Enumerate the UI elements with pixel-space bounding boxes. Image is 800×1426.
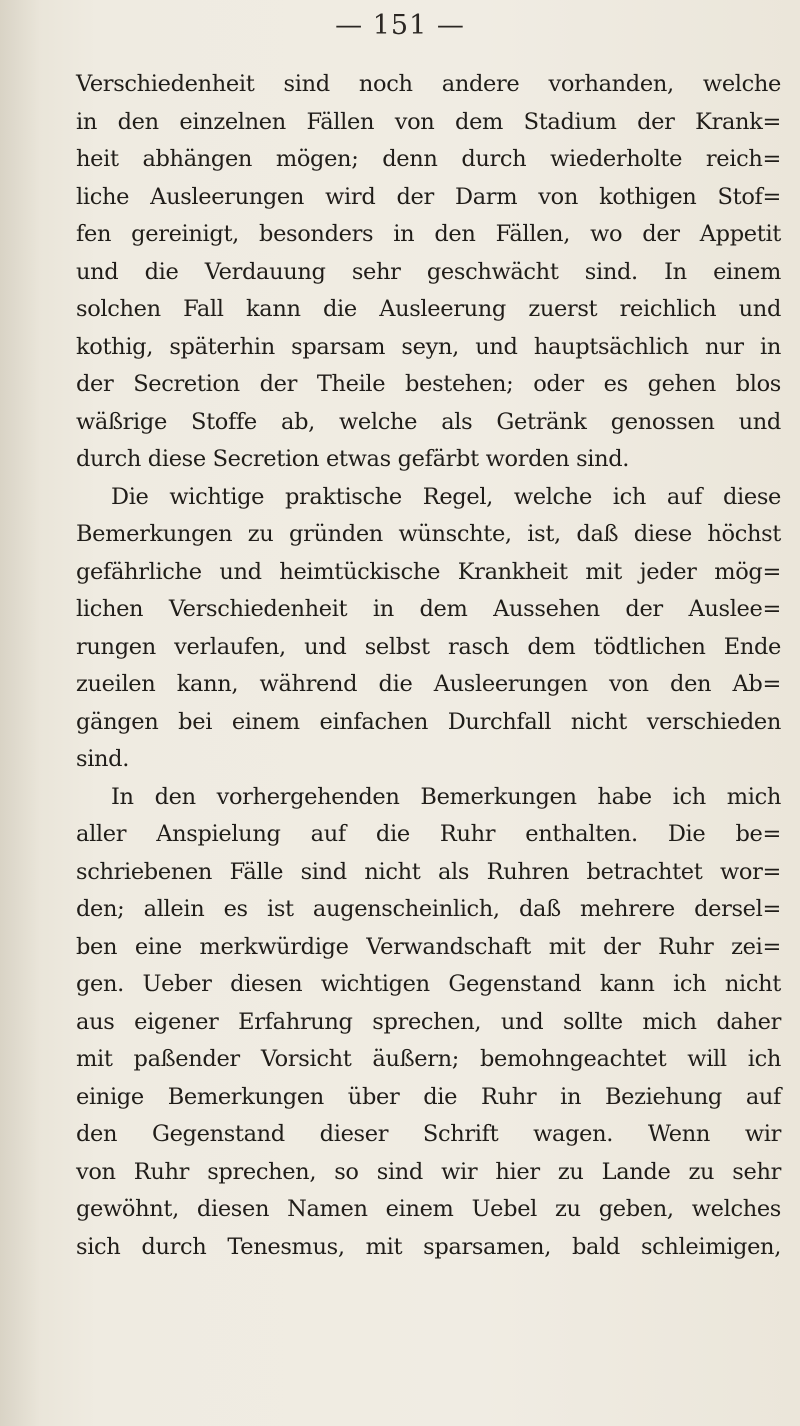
text-line: rungen verlaufen, und selbst rasch dem tödtlichen Ende [76, 633, 781, 660]
text-line: fen gereinigt, besonders in den Fällen, wo der Appetit [76, 221, 781, 247]
text-line: Verschiedenheit sind noch andere vorhanden, welche [76, 71, 781, 97]
text-line: zueilen kann, während die Ausleerungen von den Ab= [76, 671, 781, 697]
text-line: Die wichtige praktische Regel, welche ich auf diese [111, 483, 781, 510]
text-line: solchen Fall kann die Ausleerung zuerst reichlich und [76, 296, 781, 322]
body-text [76, 66, 781, 1266]
text-line: gängen bei einem einfachen Durchfall nicht verschieden [76, 708, 781, 735]
text-line: heit abhängen mögen; denn durch wiederholte reich= [76, 146, 781, 172]
page-gutter-shadow [0, 0, 40, 1426]
text-line: Bemerkungen zu gründen wünschte, ist, daß diese höchst [76, 521, 781, 547]
text-line: durch diese Secretion etwas gefärbt worden sind. [76, 446, 630, 472]
text-line: einige Bemerkungen über die Ruhr in Beziehung auf [76, 1083, 781, 1110]
text-line: gen. Ueber diesen wichtigen Gegenstand kann ich nicht [76, 971, 781, 997]
text-line: mit paßender Vorsicht äußern; bemohngeachtet will ich [76, 1046, 781, 1072]
text-line: in den einzelnen Fällen von dem Stadium der Krank= [76, 108, 781, 135]
text-line: gefährliche und heimtückische Krankheit mit jeder mög= [76, 558, 781, 585]
text-line: der Secretion der Theile bestehen; oder es gehen blos [76, 371, 781, 397]
text-line: sind. [76, 746, 130, 772]
text-line: In den vorhergehenden Bemerkungen habe ich mich [111, 783, 781, 810]
page-number: — 151 — [335, 10, 465, 41]
text-line: schriebenen Fälle sind nicht als Ruhren betrachtet wor= [76, 858, 781, 885]
text-line: gewöhnt, diesen Namen einem Uebel zu geben, welches [76, 1196, 781, 1222]
text-line: sich durch Tenesmus, mit sparsamen, bald schleimigen, [76, 1233, 781, 1260]
text-line: aus eigener Erfahrung sprechen, und sollte mich daher [76, 1008, 781, 1035]
text-line: liche Ausleerungen wird der Darm von kothigen Stof= [76, 183, 781, 210]
text-line: lichen Verschiedenheit in dem Aussehen der Auslee= [76, 596, 781, 622]
text-line: aller Anspielung auf die Ruhr enthalten. Die be= [76, 821, 781, 847]
text-line: ben eine merkwürdige Verwandschaft mit der Ruhr zei= [76, 933, 781, 960]
text-line: den Gegenstand dieser Schrift wagen. Wenn wir [76, 1121, 781, 1147]
text-line: kothig, späterhin sparsam seyn, und hauptsächlich nur in [76, 333, 781, 360]
text-line: und die Verdauung sehr geschwächt sind. In einem [76, 258, 781, 285]
text-line: von Ruhr sprechen, so sind wir hier zu Lande zu sehr [76, 1158, 781, 1185]
text-line: wäßrige Stoffe ab, welche als Getränk genossen und [76, 408, 781, 435]
text-line: den; allein es ist augenscheinlich, daß mehrere dersel= [76, 896, 781, 922]
